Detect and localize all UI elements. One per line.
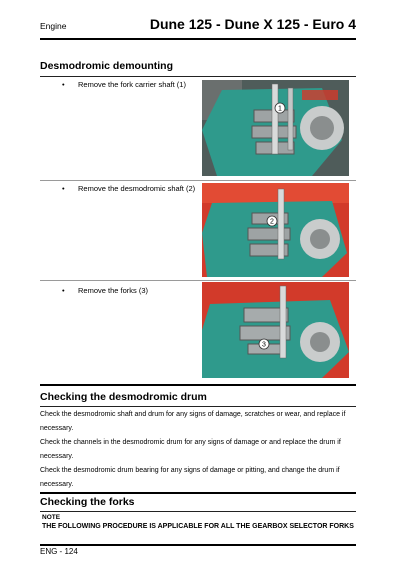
engine-photo-fork-carrier-shaft (202, 80, 349, 176)
section-rule (40, 384, 356, 386)
page-number: ENG - 124 (40, 547, 78, 556)
section-title-checking-drum: Checking the desmodromic drum (40, 391, 207, 403)
section-rule (40, 511, 356, 512)
callout-2: 2 (270, 218, 274, 226)
section-title-desmo-demount: Desmodromic demounting (40, 60, 174, 72)
footer-rule (40, 544, 356, 546)
paragraph-line: necessary. (40, 481, 74, 488)
section-rule (40, 492, 356, 494)
note-text: THE FOLLOWING PROCEDURE IS APPLICABLE FOR ALL THE GEARBOX SELECTOR FORKS (42, 523, 354, 530)
section-title-checking-forks: Checking the forks (40, 496, 135, 508)
note-label: NOTE (42, 514, 61, 521)
step-divider (40, 180, 356, 181)
bullet-dot: • (62, 80, 65, 89)
paragraph-line: necessary. (40, 425, 74, 432)
callout-3: 3 (262, 341, 266, 349)
bullet-dot: • (62, 184, 65, 193)
step-text: Remove the desmodromic shaft (2) (78, 184, 196, 193)
paragraph-line: Check the desmodromic shaft and drum for any signs of damage, scratches or wear, and replace if (40, 411, 346, 418)
section-rule (40, 76, 356, 77)
header-rule (40, 38, 356, 40)
engine-photo-desmodromic-shaft (202, 183, 349, 277)
callout-1: 1 (278, 105, 282, 113)
step-text: Remove the forks (3) (78, 286, 149, 295)
section-rule (40, 406, 356, 407)
step-text: Remove the fork carrier shaft (1) (78, 80, 186, 89)
paragraph-line: Check the channels in the desmodromic drum for any signs of damage or and replace the drum if (40, 439, 341, 446)
drum-check-paragraph (40, 408, 356, 492)
bullet-dot: • (62, 286, 65, 295)
paragraph-line: Check the desmodromic drum bearing for any signs of damage or pitting, and change the drum if (40, 467, 340, 474)
header-section: Engine (40, 21, 67, 31)
step-divider (40, 280, 356, 281)
engine-photo-forks (202, 282, 349, 378)
header-model-title: Dune 125 - Dune X 125 - Euro 4 (149, 16, 356, 32)
paragraph-line: necessary. (40, 453, 74, 460)
